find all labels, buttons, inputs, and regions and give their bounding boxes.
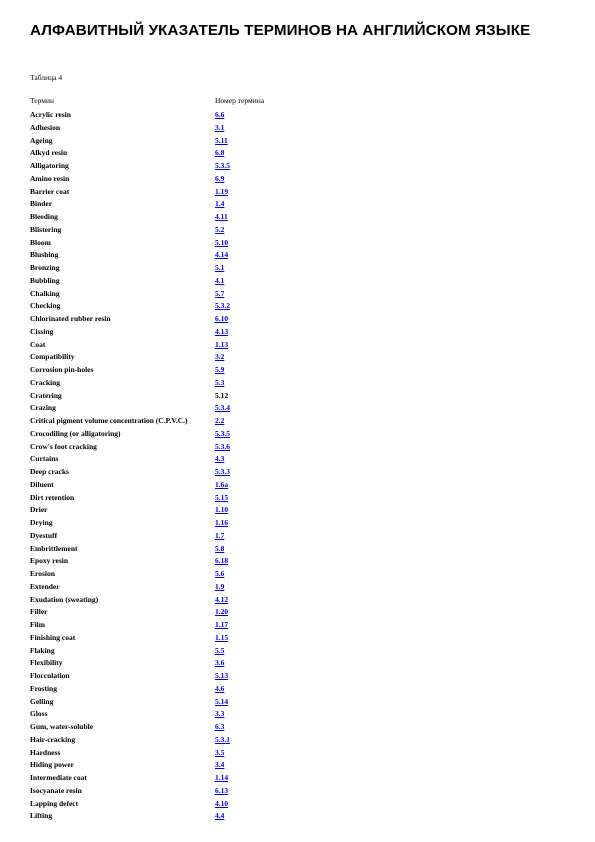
term-number-link[interactable]: 3.6	[215, 658, 225, 668]
term-cell: Intermediate coat	[30, 773, 87, 782]
term-cell: Exudation (sweating)	[30, 594, 99, 604]
term-number-link[interactable]: 6.13	[215, 785, 229, 795]
column-header-number: Номер термина	[215, 96, 265, 105]
term-cell: Bubbling	[30, 275, 60, 285]
term-cell: Crow's foot cracking	[30, 441, 97, 451]
term-number-link[interactable]: 3.1	[215, 122, 225, 132]
term-number-link[interactable]: 5.1	[215, 263, 225, 272]
table-row	[30, 429, 330, 442]
term-cell: Lifting	[30, 811, 53, 821]
term-number-link[interactable]: 1.9	[215, 581, 225, 591]
term-number-link[interactable]: 4.3	[215, 454, 225, 464]
term-number-link[interactable]: 4.13	[215, 326, 229, 336]
table-row	[30, 199, 330, 212]
term-cell: Frosting	[30, 683, 57, 693]
table-row	[30, 748, 330, 761]
term-number-link[interactable]: 1.19	[215, 186, 229, 196]
term-number-link[interactable]: 5.10	[215, 237, 229, 247]
term-cell: Curtains	[30, 454, 59, 464]
table-caption: Таблица 4	[30, 73, 63, 82]
table-row	[30, 620, 330, 633]
table-row	[30, 493, 330, 506]
table-row	[30, 212, 330, 225]
term-number-link[interactable]: 4.10	[215, 798, 229, 808]
term-number-link[interactable]: 1.20	[215, 607, 229, 617]
term-number-link[interactable]: 5.9	[215, 365, 225, 374]
table-row	[30, 250, 330, 263]
term-number-link[interactable]: 5.3.2	[215, 301, 230, 311]
table-row	[30, 480, 330, 493]
term-cell: Blushing	[30, 250, 59, 260]
table-row	[30, 136, 330, 149]
term-cell: Ageing	[30, 135, 53, 145]
term-cell: Drier	[30, 505, 48, 515]
term-number-link[interactable]: 3.3	[215, 709, 225, 719]
term-cell: Crocodiling (or alligatoring)	[30, 428, 121, 438]
term-number-link[interactable]: 5.14	[215, 696, 229, 706]
table-row	[30, 773, 330, 786]
term-number-link[interactable]: 4.4	[215, 811, 225, 821]
table-row	[30, 633, 330, 646]
table-row	[30, 811, 330, 824]
table-row	[30, 467, 330, 480]
term-cell: Cissing	[30, 326, 54, 336]
table-row	[30, 352, 330, 365]
term-number-link[interactable]: 6.8	[215, 148, 225, 158]
term-cell: Film	[30, 620, 45, 629]
term-cell: Acrylic resin	[30, 110, 71, 119]
term-number-link[interactable]: 5.3	[215, 377, 225, 387]
term-number-link[interactable]: 5.3.5	[215, 428, 230, 438]
table-row	[30, 531, 330, 544]
term-number-link[interactable]: 5.2	[215, 224, 225, 234]
table-row	[30, 735, 330, 748]
table-row	[30, 403, 330, 416]
table-row	[30, 314, 330, 327]
term-cell: Lapping defect	[30, 798, 79, 808]
term-number-link[interactable]: 5.7	[215, 288, 225, 298]
table-row	[30, 391, 330, 404]
term-cell: Flexibility	[30, 658, 63, 668]
term-cell: Flocculation	[30, 671, 70, 680]
table-row	[30, 684, 330, 697]
term-cell: Gum, water-soluble	[30, 722, 94, 731]
term-cell: Bronzing	[30, 263, 60, 272]
term-cell: Hardness	[30, 747, 61, 757]
term-number-link[interactable]: 5.11	[215, 135, 228, 145]
term-number-link[interactable]: 1.17	[215, 620, 229, 629]
term-cell: Binder	[30, 199, 53, 209]
table-row	[30, 148, 330, 161]
term-number-link[interactable]: 2.2	[215, 416, 225, 425]
term-cell: Gloss	[30, 709, 48, 719]
term-number-link[interactable]: 6.18	[215, 556, 229, 566]
table-row	[30, 569, 330, 582]
term-cell: Compatibility	[30, 352, 75, 362]
table-row	[30, 174, 330, 187]
table-row	[30, 161, 330, 174]
table-row	[30, 301, 330, 314]
term-number-link[interactable]: 4.6	[215, 683, 225, 693]
table-row	[30, 340, 330, 353]
table-row	[30, 658, 330, 671]
term-cell: Critical pigment volume concentration (C.P.V.C.)	[30, 416, 188, 425]
term-number-link[interactable]: 4.14	[215, 250, 229, 260]
table-row	[30, 378, 330, 391]
term-cell: Cratering	[30, 390, 62, 400]
table-row	[30, 225, 330, 238]
term-number-link[interactable]: 5.13	[215, 671, 229, 680]
term-number-link[interactable]: 6.9	[215, 173, 225, 183]
table-row	[30, 110, 330, 123]
terms-table	[30, 110, 330, 824]
term-cell: Gelling	[30, 696, 54, 706]
term-cell: Alligatoring	[30, 161, 69, 170]
term-cell: Adhesion	[30, 122, 61, 132]
table-row	[30, 799, 330, 812]
term-number-link[interactable]: 3.2	[215, 352, 225, 362]
term-cell: Chlorinated rubber resin	[30, 314, 111, 323]
term-number-link[interactable]: 5.3.6	[215, 441, 230, 451]
term-cell: Checking	[30, 301, 61, 311]
term-number-link[interactable]: 3.4	[215, 760, 225, 770]
term-cell: Bleeding	[30, 212, 58, 221]
term-number-link[interactable]: 4.11	[215, 212, 228, 221]
column-header-term: Термин	[30, 96, 55, 105]
term-cell: Embrittlement	[30, 543, 78, 553]
term-cell: Corrosion pin-holes	[30, 365, 94, 374]
table-row	[30, 722, 330, 735]
table-row	[30, 556, 330, 569]
term-number-link[interactable]: 5.15	[215, 492, 229, 502]
term-number-link[interactable]: 1.14	[215, 773, 229, 782]
table-row	[30, 454, 330, 467]
term-number-link[interactable]: 5.3.4	[215, 403, 230, 413]
table-row	[30, 123, 330, 136]
term-number-link[interactable]: 5.8	[215, 543, 225, 553]
term-cell: Deep cracks	[30, 467, 69, 476]
table-row	[30, 582, 330, 595]
term-number-link[interactable]: 1.4	[215, 199, 225, 209]
term-number-link[interactable]: 1.16	[215, 518, 229, 527]
table-row	[30, 518, 330, 531]
table-row	[30, 289, 330, 302]
term-cell: Epoxy resin	[30, 556, 68, 566]
term-number-link[interactable]: 1.7	[215, 530, 225, 540]
term-cell: Erosion	[30, 569, 55, 578]
term-cell: Chalking	[30, 288, 60, 298]
table-row	[30, 327, 330, 340]
term-number-link[interactable]: 5.3.1	[215, 734, 230, 744]
term-cell: Crazing	[30, 403, 56, 413]
term-cell: Barrier coat	[30, 186, 70, 196]
term-cell: Alkyd resin	[30, 148, 68, 158]
term-cell: Dyestuff	[30, 530, 58, 540]
term-number-link[interactable]: 6.3	[215, 722, 225, 731]
term-number-link[interactable]: 3.5	[215, 747, 225, 757]
term-number-link[interactable]: 4.12	[215, 594, 229, 604]
table-row	[30, 544, 330, 557]
term-cell: Amino resin	[30, 173, 70, 183]
term-cell: Hair-cracking	[30, 734, 76, 744]
term-number-link[interactable]: 5.3.3	[215, 467, 230, 476]
table-row	[30, 697, 330, 710]
term-cell: Diluent	[30, 479, 54, 489]
table-row	[30, 505, 330, 518]
term-number-link[interactable]: 1.6a	[215, 479, 229, 489]
table-row	[30, 786, 330, 799]
term-number-link[interactable]: 5.5	[215, 645, 225, 655]
table-row	[30, 595, 330, 608]
term-number-link[interactable]: 1.15	[215, 632, 229, 642]
table-row	[30, 276, 330, 289]
term-number-link[interactable]: 1.13	[215, 339, 229, 349]
table-row	[30, 760, 330, 773]
term-number-link[interactable]: 6.6	[215, 110, 225, 119]
term-number-link[interactable]: 1.10	[215, 505, 229, 515]
term-cell: Blistering	[30, 224, 62, 234]
term-cell: Drying	[30, 518, 53, 527]
page-title: АЛФАВИТНЫЙ УКАЗАТЕЛЬ ТЕРМИНОВ НА АНГЛИЙСКОМ ЯЗЫКЕ	[30, 22, 531, 39]
term-cell: Flaking	[30, 645, 55, 655]
term-cell: Dirt retention	[30, 492, 75, 502]
table-row	[30, 442, 330, 455]
term-number: 5.12	[215, 390, 229, 400]
table-row	[30, 365, 330, 378]
term-cell: Cracking	[30, 377, 60, 387]
term-cell: Coat	[30, 339, 46, 349]
table-row	[30, 646, 330, 659]
table-row	[30, 238, 330, 251]
term-number-link[interactable]: 5.6	[215, 569, 225, 578]
term-number-link[interactable]: 5.3.5	[215, 161, 230, 170]
term-cell: Finishing coat	[30, 632, 76, 642]
table-row	[30, 709, 330, 722]
term-cell: Bloom	[30, 237, 51, 247]
table-row	[30, 416, 330, 429]
term-number-link[interactable]: 6.10	[215, 314, 229, 323]
table-row	[30, 187, 330, 200]
table-row	[30, 671, 330, 684]
table-row	[30, 263, 330, 276]
term-cell: Filler	[30, 607, 48, 617]
term-cell: Hiding power	[30, 760, 74, 770]
term-cell: Isocyanate resin	[30, 785, 82, 795]
term-number-link[interactable]: 4.1	[215, 275, 225, 285]
term-cell: Extender	[30, 581, 60, 591]
table-row	[30, 607, 330, 620]
